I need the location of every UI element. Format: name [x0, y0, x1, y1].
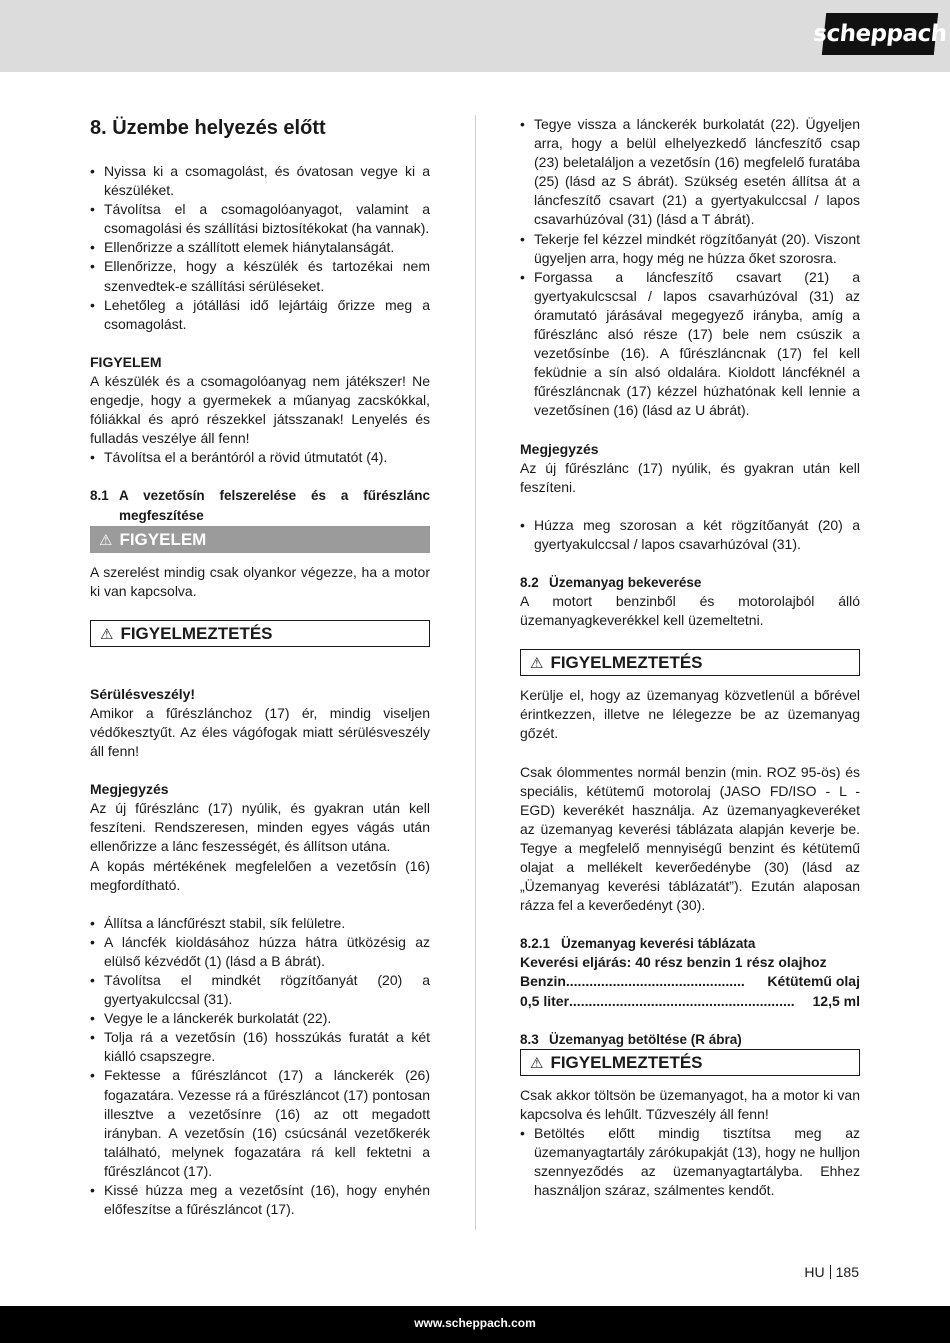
section-title: 8. Üzembe helyezés előtt [90, 117, 326, 139]
list-item: • Forgassa a láncfeszítő csavart (21) a gyertyakulcscsal / lapos csavarhúzóval (31) az óramutató járásával megegyező irányba, amíg a fűrészlánc alsó része (17) bele nem csúszik a vezetősínbe (16). A fűrészláncnak (17) fel kell feküdnie a sín alsó oldalára. Kioldott láncféknél a fűrészláncnak (17) kézzel húzhatónak kell lennie a vezetősínen (16) (lásd az U ábrát). [520, 268, 860, 421]
attention-text: A készülék és a csomagolóanyag nem játékszer! Ne engedje, hogy a gyermekek a műanyag zacskókkal, fóliákkal és apró részekkel játsszanak! Lenyelés és fulladás veszélye áll fenn! [90, 372, 430, 447]
attention-heading: FIGYELEM [90, 353, 162, 370]
page-number [770, 1264, 859, 1280]
mix-table-col-petrol: Benzin [520, 973, 566, 990]
list-item: • A láncfék kioldásához húzza hátra ütközésig az elülső kézvédőt (1) (lásd a B ábrát). [90, 933, 430, 971]
warning-triangle-icon: ⚠ [99, 531, 113, 549]
subsection-number: 8.2.1 [520, 936, 551, 952]
language-code: HU [804, 1264, 825, 1280]
subsection-title: Üzemanyag keverési táblázata [561, 936, 756, 952]
mix-table-col-oil: Kétütemű olaj [767, 973, 860, 990]
warning-triangle-icon: ⚠ [530, 1054, 544, 1072]
right-column [520, 115, 860, 1200]
scheppach-logo: scheppach [822, 13, 938, 55]
caution-box-label: FIGYELMEZTETÉS [550, 653, 703, 673]
list-item: • Távolítsa el mindkét rögzítőanyát (20) a gyertyakulccsal (31). [90, 971, 430, 1009]
note-text: Az új fűrészlánc (17) nyúlik, és gyakran után kell feszíteni. Rendszeresen, minden egyes vágás után ellenőrizze a lánc feszességét, és állítson utána. [90, 800, 430, 855]
caution-box [520, 649, 860, 676]
list-item: • Távolítsa el a csomagolóanyagot, valamint a csomagolási és szállítási biztosítékokat (ha vannak). [90, 200, 430, 238]
fuel-mix-text: Csak ólommentes normál benzin (min. ROZ 95-ös) és speciális, kétütemű motorolaj (JASO FD/ISO - L - EGD) keverékét használja. Az üzemanyagkeveréket az üzemanyag keverési táblázata alapján keverje be. Tegye a megfelelő mennyiségű benzint és kétütemű olajat a mellékelt keverőedénybe (30) (lásd az „Üzemanyag keverési táblázatát”). Ezután alaposan rázza fel a keverőedényt (30). [520, 763, 860, 914]
warning-triangle-icon: ⚠ [530, 655, 544, 673]
fuel-intro-text: A motort benzinből és motorolajból álló üzemanyagkeverékkel kell üzemeltetni. [520, 593, 860, 629]
injury-text: Amikor a fűrészlánchoz (17) ér, mindig viseljen védőkesztyűt. Az éles vágófogak miatt sérülésveszély áll fenn! [90, 704, 430, 760]
header-bar [0, 0, 950, 72]
list-item: • Tegye vissza a lánckerék burkolatát (22). Ügyeljen arra, hogy a belül elhelyezkedő láncfeszítő csap (23) beletaláljon a vezetősín (16) megfelelő furatába (25) (lásd az S ábrát). Szükség esetén állítsa át a láncfeszítő csavart (21) a gyertyakulccsal / lapos csavarhúzóval (31) (lásd a T ábrát). [520, 115, 860, 230]
subsection-title: A vezetősín felszerelése és a fűrészlánc megfeszítése [119, 488, 430, 523]
caution-box [520, 1049, 860, 1076]
subsection-8-2-1-heading [520, 934, 860, 953]
assembly-steps-continued-list [520, 115, 860, 421]
list-item: • Lehetőleg a jótállási idő lejártáig őrizze meg a csomagolást. [90, 296, 430, 334]
list-item: • Vegye le a lánckerék burkolatát (22). [90, 1009, 430, 1028]
note-heading: Megjegyzés [90, 781, 169, 798]
caution-box-label: FIGYELMEZTETÉS [550, 1052, 703, 1072]
dot-leader: .............................................. [565, 973, 745, 990]
list-item: • Kissé húzza meg a vezetősínt (16), hogy enyhén előfeszítse a fűrészláncot (17). [90, 1181, 430, 1219]
subsection-number: 8.2 [520, 574, 539, 590]
subsection-8-1-heading [90, 486, 430, 524]
assembly-warning-text: A szerelést mindig csak olyankor végezze, ha a motor ki van kapcsolva. [90, 563, 430, 599]
mix-ratio-line: Keverési eljárás: 40 rész benzin 1 rész olajhoz [520, 954, 827, 971]
list-item: • Húzza meg szorosan a két rögzítőanyát (20) a gyertyakulccsal / lapos csavarhúzóval (31). [520, 516, 860, 554]
fuel-caution-text: Kerülje el, hogy az üzemanyag közvetlenül a bőrével érintkezzen, illetve ne lélegezze be az üzemanyag gőzét. [520, 687, 860, 742]
assembly-steps-list [90, 914, 430, 1220]
refuel-text: Csak akkor töltsön be üzemanyagot, ha a motor ki van kapcsolva és lehűlt. Tűzveszély áll fenn! [520, 1086, 860, 1122]
intro-bullet-list [90, 162, 430, 334]
mix-table-oil-value: 12,5 ml [812, 992, 860, 1009]
list-item: • Nyissa ki a csomagolást, és óvatosan vegye ki a készüléket. [90, 162, 430, 200]
attention-bullet-list [90, 448, 430, 467]
caution-box [90, 620, 430, 647]
subsection-title: Üzemanyag bekeverése [549, 574, 702, 590]
page-number-value: 185 [835, 1264, 859, 1280]
list-item: • Ellenőrizze a szállított elemek hiánytalanságát. [90, 238, 430, 257]
dot-leader: .......................................................... [569, 992, 795, 1009]
footer-url: www.scheppach.com [414, 1316, 536, 1330]
mix-table-value-row [520, 992, 860, 1011]
subsection-number: 8.1 [90, 488, 109, 504]
column-divider [475, 115, 476, 1230]
subsection-title: Üzemanyag betöltése (R ábra) [549, 1031, 742, 1047]
note2-text: Az új fűrészlánc (17) nyúlik, és gyakran után kell feszíteni. [520, 459, 860, 495]
final-steps-list [520, 516, 860, 554]
list-item: • Távolítsa el a berántóról a rövid útmutatót (4). [90, 448, 430, 467]
mix-table-header-row [520, 972, 860, 991]
list-item: • Állítsa a láncfűrészt stabil, sík felületre. [90, 914, 430, 933]
attention-banner [90, 526, 430, 553]
subsection-number: 8.3 [520, 1031, 539, 1047]
attention-banner-label: FIGYELEM [119, 529, 207, 549]
left-column [90, 115, 430, 1219]
subsection-8-3-heading [520, 1030, 860, 1049]
mix-table-petrol-value: 0,5 liter [520, 992, 570, 1009]
refuel-bullet-list [520, 1124, 860, 1200]
note-text-reversible: A kopás mértékének megfelelően a vezetősín (16) megfordítható. [90, 857, 430, 893]
list-item: • Fektesse a fűrészláncot (17) a lánckerék (26) fogazatára. Vezesse rá a fűrészláncot (17) pontosan illesztve a vezetősínre (16) az ott megadott irányban. A vezetősín (16) csúcsánál vezetőkerék található, melynek fogazatára rá kell fektetni a fűrészláncot (17). [90, 1066, 430, 1181]
warning-triangle-icon: ⚠ [100, 625, 114, 643]
list-item: • Tekerje fel kézzel mindkét rögzítőanyát (20). Viszont ügyeljen arra, hogy még ne húzza őket szorosra. [520, 230, 860, 268]
note2-heading: Megjegyzés [520, 440, 599, 457]
injury-heading: Sérülésveszély! [90, 685, 196, 702]
list-item: • Betöltés előtt mindig tisztítsa meg az üzemanyagtartály zárókupakját (13), hogy ne hulljon szennyeződés az üzemanyagtartályba. Ehhez használjon száraz, szálmentes kendőt. [520, 1124, 860, 1200]
list-item: • Tolja rá a vezetősín (16) hosszúkás furatát a két kiálló csapszegre. [90, 1028, 430, 1066]
caution-box-label: FIGYELMEZTETÉS [120, 623, 273, 643]
list-item: • Ellenőrizze, hogy a készülék és tartozékai nem szenvedtek-e szállítási sérüléseket. [90, 257, 430, 295]
footer-bar [0, 1306, 950, 1343]
subsection-8-2-heading [520, 573, 860, 592]
